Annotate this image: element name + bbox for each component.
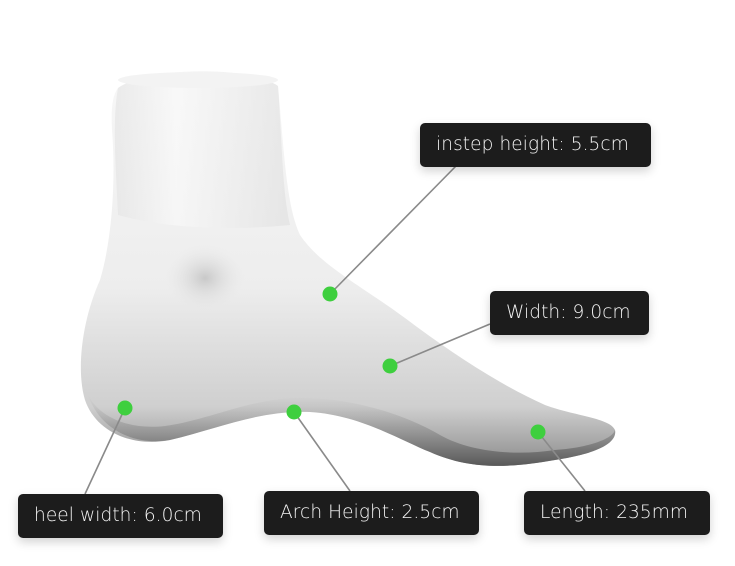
length-label: Length: 235mm xyxy=(524,491,710,535)
leg-front-highlight xyxy=(115,71,290,228)
ankle-hollow xyxy=(165,244,245,312)
marker-arch[interactable] xyxy=(287,405,302,420)
arch-height-label: Arch Height: 2.5cm xyxy=(264,491,479,535)
width-label: Width: 9.0cm xyxy=(490,291,649,335)
leader-line-instep xyxy=(330,166,456,294)
heel-width-label: heel width: 6.0cm xyxy=(18,494,223,538)
top-opening xyxy=(118,72,278,88)
marker-heel[interactable] xyxy=(118,401,133,416)
instep-height-label: instep height: 5.5cm xyxy=(420,123,651,167)
marker-instep[interactable] xyxy=(323,287,338,302)
marker-width[interactable] xyxy=(383,359,398,374)
marker-length[interactable] xyxy=(531,425,546,440)
leader-line-arch xyxy=(294,412,350,491)
